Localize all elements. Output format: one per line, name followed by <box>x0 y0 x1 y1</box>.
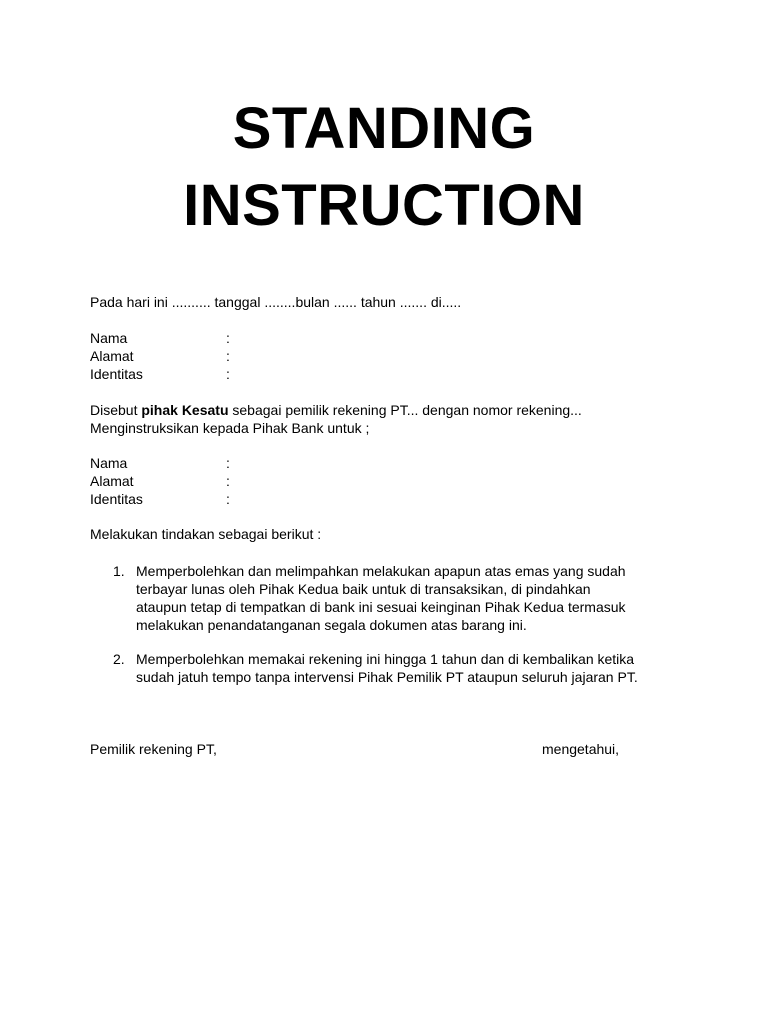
party1-identity-colon: : <box>226 366 230 382</box>
party2-identity-colon: : <box>226 491 230 507</box>
party1-address-label: Alamat <box>90 348 134 364</box>
action-2-text <box>136 650 696 686</box>
intro-line: Pada hari ini .......... tanggal ........bulan ...... tahun ....... di..... <box>90 294 462 310</box>
action-1-number: 1. <box>113 563 125 579</box>
party2-name-label: Nama <box>90 455 128 471</box>
action-1-line-4: melakukan penandatanganan segala dokumen atas barang ini. <box>136 617 527 633</box>
statement-line-1 <box>90 401 582 419</box>
party1-name-label: Nama <box>90 330 128 346</box>
signature-right-label: mengetahui, <box>542 741 620 757</box>
action-1-text <box>136 562 696 634</box>
statement-prefix: Disebut <box>90 402 142 418</box>
party2-address-label: Alamat <box>90 473 134 489</box>
action-1-line-2: terbayar lunas oleh Pihak Kedua baik untuk di transaksikan, di pindahkan <box>136 581 591 597</box>
action-1-line-3: ataupun tetap di tempatkan di bank ini sesuai keinginan Pihak Kedua termasuk <box>136 599 626 615</box>
action-2-line-2: sudah jatuh tempo tanpa intervensi Pihak Pemilik PT ataupun seluruh jajaran PT. <box>136 669 638 685</box>
signature-left-label: Pemilik rekening PT, <box>90 741 217 757</box>
party2-address-colon: : <box>226 473 230 489</box>
statement-bold-party: pihak Kesatu <box>141 402 229 418</box>
party1-name-colon: : <box>226 330 230 346</box>
party1-identity-label: Identitas <box>90 366 143 382</box>
party2-name-colon: : <box>226 455 230 471</box>
document-title-line-1: STANDING <box>232 96 536 161</box>
party1-address-colon: : <box>226 348 230 364</box>
statement-suffix: sebagai pemilik rekening PT... dengan nomor rekening... <box>228 402 582 418</box>
statement-line-2: Menginstruksikan kepada Pihak Bank untuk ; <box>90 420 370 436</box>
actions-heading: Melakukan tindakan sebagai berikut : <box>90 526 322 542</box>
action-2-number: 2. <box>113 651 125 667</box>
action-1-line-1: Memperbolehkan dan melimpahkan melakukan apapun atas emas yang sudah <box>136 563 626 579</box>
document-title-line-2: INSTRUCTION <box>183 173 585 238</box>
action-2-line-1: Memperbolehkan memakai rekening ini hingga 1 tahun dan di kembalikan ketika <box>136 651 635 667</box>
party2-identity-label: Identitas <box>90 491 143 507</box>
